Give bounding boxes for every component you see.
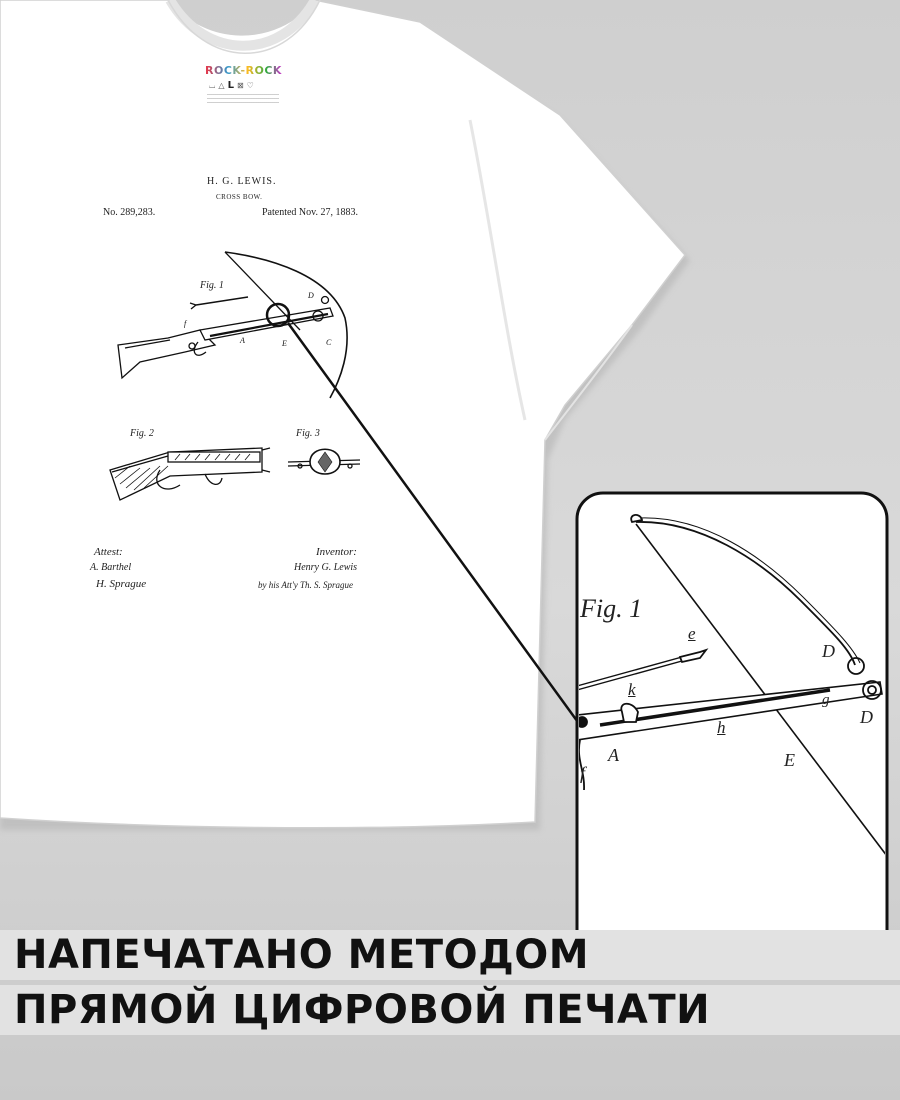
zoom-detail-panel <box>577 493 890 957</box>
tag-fineprint <box>207 94 279 104</box>
zoom-letter-k: k <box>628 680 636 699</box>
attest-label: Attest: <box>94 546 123 558</box>
zoom-letter-d-bottom: D <box>860 707 873 727</box>
witness2-signature: H. Sprague <box>96 578 147 590</box>
brand-logo: ROCK-ROCK <box>205 64 282 77</box>
svg-text:D: D <box>308 291 314 300</box>
zoom-letter-f: f <box>580 763 586 783</box>
patent-inventor-header: H. G. LEWIS. <box>207 176 277 187</box>
inventor-signature: Henry G. Lewis <box>294 562 358 573</box>
patent-number: No. 289,283. <box>103 207 156 218</box>
zoom-letter-h: h <box>717 718 726 737</box>
zoom-fig-label: Fig. 1 <box>580 594 643 623</box>
heart-icon: ♡ <box>246 81 257 90</box>
banner-line2: ПРЯМОЙ ЦИФРОВОЙ ПЕЧАТИ <box>14 987 711 1033</box>
patent-date: Patented Nov. 27, 1883. <box>262 207 359 218</box>
zoom-letter-g: g <box>822 692 830 708</box>
zoom-letter-a: A <box>608 745 619 765</box>
attorney-signature: by his Att'y Th. S. Sprague <box>258 580 354 590</box>
svg-text:f: f <box>184 319 187 328</box>
zoom-letter-e-upper: E <box>784 750 795 770</box>
svg-text:E: E <box>282 339 287 348</box>
svg-text:A: A <box>240 336 245 345</box>
fig2-label: Fig. 2 <box>130 428 154 439</box>
svg-text:C: C <box>326 338 332 347</box>
witness1-signature: A. Barthel <box>90 562 132 573</box>
inventor-label: Inventor: <box>316 546 357 558</box>
patent-title: CROSS BOW. <box>216 193 263 201</box>
zoom-letter-e: e <box>688 624 696 643</box>
fig1-label: Fig. 1 <box>200 280 224 291</box>
size-label: L <box>227 80 237 91</box>
iron-icon: ⊠ <box>236 81 247 90</box>
care-icons <box>209 80 257 91</box>
bleach-icon: △ <box>218 81 228 90</box>
care-tag <box>203 62 283 108</box>
wash-icon: ⌴ <box>209 81 219 90</box>
zoom-letter-d-top: D <box>822 641 835 661</box>
banner-line1: НАПЕЧАТАНО МЕТОДОМ <box>14 932 590 978</box>
fig3-label: Fig. 3 <box>296 428 320 439</box>
